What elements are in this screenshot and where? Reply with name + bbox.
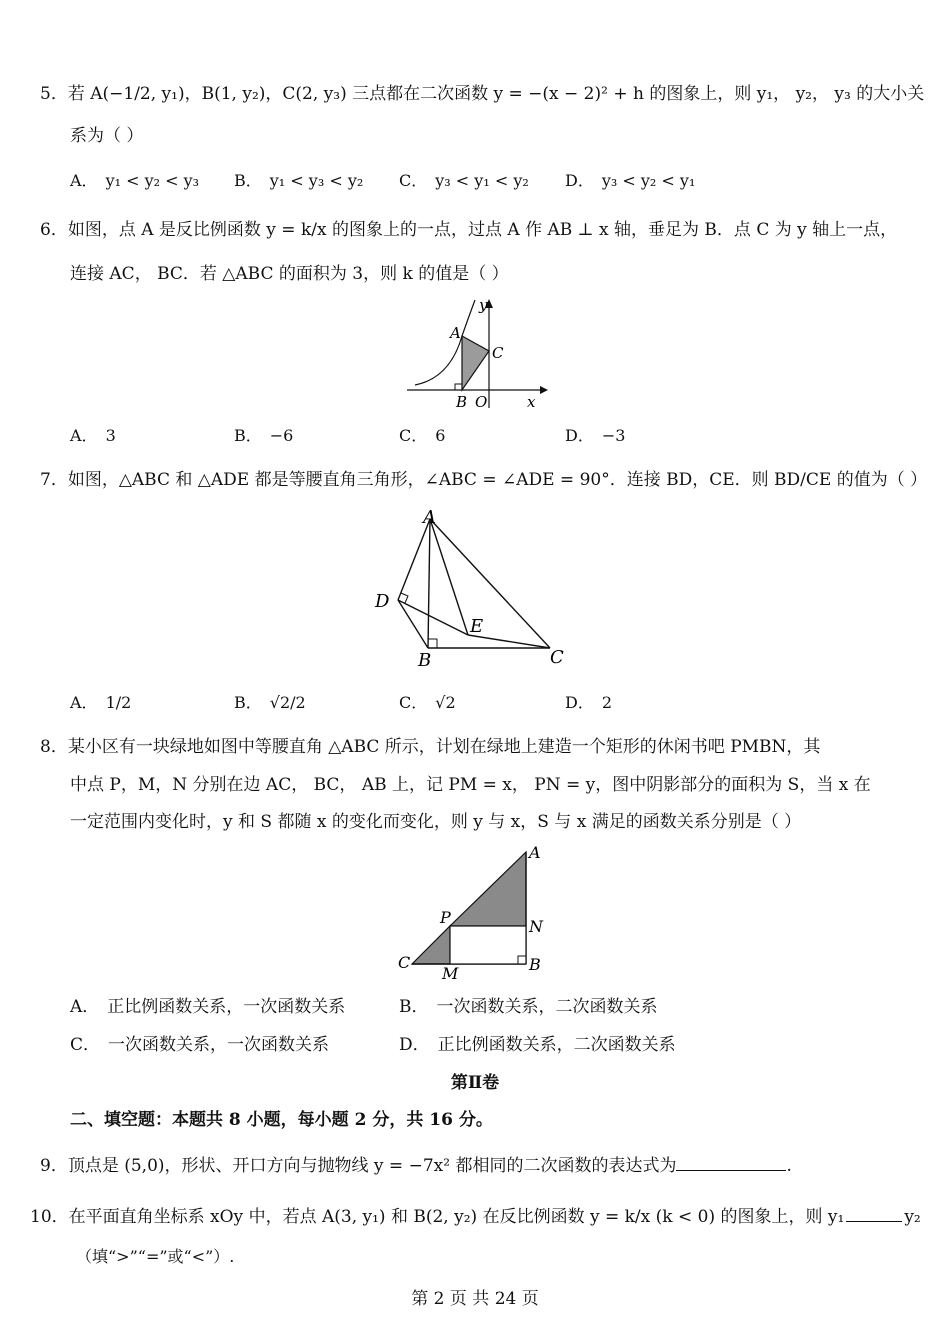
segment-ab xyxy=(428,519,430,648)
triangle-abc-shaded xyxy=(462,336,489,390)
option-label: C． xyxy=(399,693,428,712)
q9-line xyxy=(40,1152,792,1178)
option-label: D． xyxy=(399,1035,430,1055)
q5-option-a xyxy=(70,170,199,192)
option-text: 1/2 xyxy=(105,693,132,712)
label-a: A xyxy=(529,843,541,862)
option-label: D． xyxy=(565,426,594,445)
q7-option-c xyxy=(399,692,456,714)
option-text: y₁ < y₃ < y₂ xyxy=(269,171,364,190)
q9-answer-blank[interactable] xyxy=(676,1152,786,1171)
label-b: B xyxy=(529,955,541,974)
q5-option-b xyxy=(234,170,363,192)
right-angle-mark xyxy=(455,384,462,390)
q5-option-d xyxy=(565,170,695,192)
label-d: D xyxy=(375,591,390,612)
q6-figure xyxy=(405,296,555,412)
q8-line3: 一定范围内变化时，y 和 S 都随 x 的变化而变化，则 y 与 x，S 与 x 满足的函数关系分别是（ ） xyxy=(70,812,802,832)
q7-line1: 7．如图，△ABC 和 △ADE 都是等腰直角三角形，∠ABC = ∠ADE = 90°．连接 BD，CE．则 BD/CE 的值为（ ） xyxy=(40,470,928,490)
q8-option-d xyxy=(399,1034,676,1056)
option-label: C． xyxy=(399,426,428,445)
q10-line1 xyxy=(30,1203,921,1229)
label-n: N xyxy=(529,917,543,936)
q10-answer-blank[interactable] xyxy=(846,1203,902,1222)
section-title: 第Ⅱ卷 xyxy=(450,1073,500,1093)
option-text: 2 xyxy=(601,693,613,712)
option-label: C． xyxy=(399,171,428,190)
label-y: y xyxy=(479,296,488,314)
option-label: D． xyxy=(565,171,594,190)
option-text: 一次函数关系，二次函数关系 xyxy=(436,997,658,1017)
label-b: B xyxy=(418,650,432,671)
option-text: √2 xyxy=(435,693,456,712)
option-label: A． xyxy=(70,426,98,445)
segment-ae xyxy=(430,519,468,635)
option-label: A． xyxy=(70,997,100,1017)
option-label: A． xyxy=(70,171,98,190)
q6-line2: 连接 AC， BC．若 △ABC 的面积为 3，则 k 的值是（ ） xyxy=(70,264,509,284)
option-label: C． xyxy=(70,1035,101,1055)
option-text: y₃ < y₂ < y₁ xyxy=(601,171,696,190)
q5-line1: 5．若 A(−1/2, y₁)，B(1, y₂)，C(2, y₃) 三点都在二次函数 y = −(x − 2)² + h 的图象上，则 y₁， y₂， y₃ 的大小关 xyxy=(40,84,925,104)
section-heading: 二、填空题：本题共 8 小题，每小题 2 分，共 16 分。 xyxy=(70,1110,493,1130)
label-c: C xyxy=(492,344,504,362)
q8-option-c xyxy=(70,1034,329,1056)
q8-line2: 中点 P，M，N 分别在边 AC， BC， AB 上，记 PM = x， PN = y，图中阴影部分的面积为 S，当 x 在 xyxy=(70,775,871,795)
shaded-triangle-apn xyxy=(450,852,526,926)
label-c: C xyxy=(398,953,411,972)
option-text: y₁ < y₂ < y₃ xyxy=(105,171,200,190)
q10-text: 10．在平面直角坐标系 xOy 中，若点 A(3, y₁) 和 B(2, y₂) 在反比例函数 y = k/x (k < 0) 的图象上，则 y₁ xyxy=(30,1207,845,1227)
option-text: y₃ < y₁ < y₂ xyxy=(435,171,529,190)
q10-end: y₂ xyxy=(904,1207,921,1227)
q5-line2: 系为（ ） xyxy=(70,126,144,146)
label-p: P xyxy=(440,908,451,927)
shaded-triangle-pcm xyxy=(412,926,450,964)
q6-option-b xyxy=(234,425,293,447)
q7-option-d xyxy=(565,692,612,714)
q6-option-c xyxy=(399,425,445,447)
option-text: 一次函数关系，一次函数关系 xyxy=(108,1035,330,1055)
option-label: D． xyxy=(565,693,594,712)
label-c: C xyxy=(550,647,564,668)
q7-option-b xyxy=(234,692,306,714)
q8-option-a xyxy=(70,996,345,1018)
label-x: x xyxy=(527,393,536,411)
q7-option-a xyxy=(70,692,131,714)
label-e: E xyxy=(470,616,484,637)
option-text: √2/2 xyxy=(269,693,306,712)
q9-text: 9．顶点是 (5,0)，形状、开口方向与抛物线 y = −7x² 都相同的二次函数的表达式为 xyxy=(40,1156,677,1176)
option-text: 正比例函数关系，二次函数关系 xyxy=(437,1035,676,1055)
label-o: O xyxy=(475,393,488,411)
label-a: A xyxy=(450,324,461,342)
x-axis-arrow xyxy=(540,386,548,394)
label-b: B xyxy=(456,393,468,411)
option-label: A． xyxy=(70,693,98,712)
label-a: A xyxy=(423,507,436,528)
q8-option-b xyxy=(399,996,658,1018)
option-label: B． xyxy=(234,171,262,190)
q7-figure xyxy=(370,505,580,673)
segment-ad xyxy=(398,519,430,600)
option-text: −6 xyxy=(269,426,294,445)
q10-line2: （填“>”“=”或“<”）. xyxy=(76,1247,235,1266)
q6-line1: 6．如图，点 A 是反比例函数 y = k/x 的图象上的一点，过点 A 作 AB ⊥ x 轴，垂足为 B．点 C 为 y 轴上一点， xyxy=(40,220,898,240)
q9-end: . xyxy=(786,1156,792,1176)
segment-ac xyxy=(430,519,550,648)
option-text: −3 xyxy=(601,426,626,445)
rectangle-pmbn xyxy=(450,926,526,964)
q6-option-a xyxy=(70,425,116,447)
q8-line1: 8．某小区有一块绿地如图中等腰直角 △ABC 所示，计划在绿地上建造一个矩形的休闲书吧 PMBN，其 xyxy=(40,737,821,757)
right-angle-mark-b xyxy=(428,639,437,648)
label-m: M xyxy=(442,964,459,983)
q8-figure xyxy=(390,840,560,985)
option-text: 6 xyxy=(435,426,446,445)
option-label: B． xyxy=(234,693,262,712)
option-text: 3 xyxy=(105,426,116,445)
q6-option-d xyxy=(565,425,625,447)
option-label: B． xyxy=(234,426,262,445)
option-label: B． xyxy=(399,997,429,1017)
option-text: 正比例函数关系，一次函数关系 xyxy=(107,997,346,1017)
q5-option-c xyxy=(399,170,529,192)
page-footer: 第 2 页 共 24 页 xyxy=(411,1289,539,1309)
